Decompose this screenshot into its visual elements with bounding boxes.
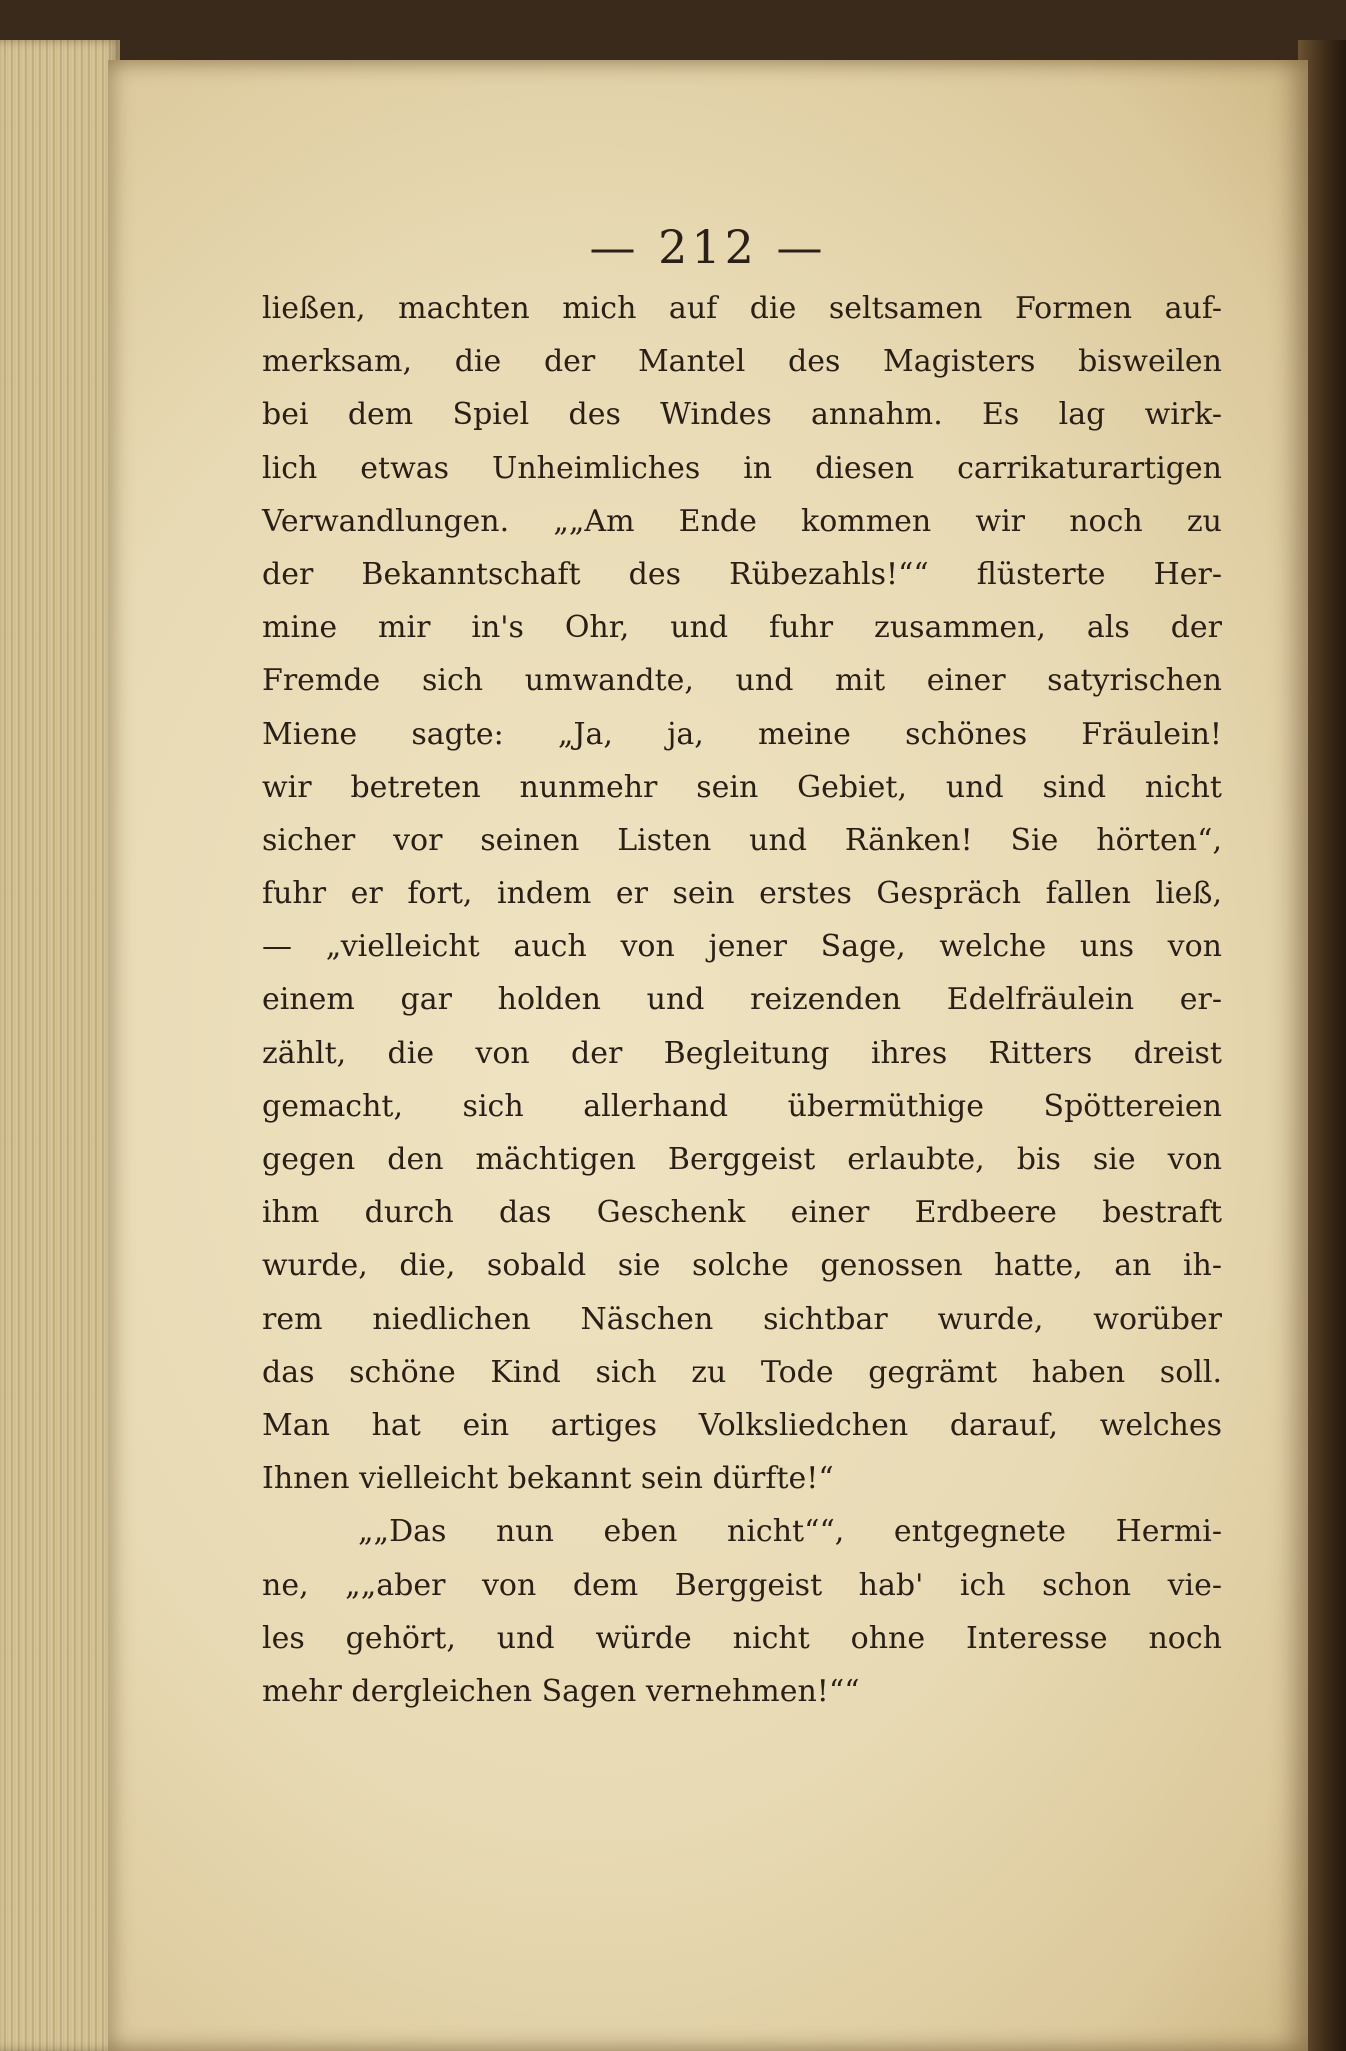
text-line: — „vielleicht auch von jener Sage, welche uns von bbox=[262, 929, 1222, 965]
text-line: Fremde sich umwandte, und mit einer satyrischen bbox=[262, 663, 1222, 699]
text-line: wurde, die, sobald sie solche genossen hatte, an ih- bbox=[262, 1248, 1222, 1284]
text-line: les gehört, und würde nicht ohne Interesse noch bbox=[262, 1620, 1222, 1656]
text-line: zählt, die von der Begleitung ihres Ritters dreist bbox=[262, 1035, 1222, 1071]
text-line: der Bekanntschaft des Rübezahls!““ flüsterte Her- bbox=[262, 556, 1222, 592]
text-line: „„Das nun eben nicht““, entgegnete Hermi- bbox=[358, 1514, 1222, 1550]
text-line: lich etwas Unheimliches in diesen carrikaturartigen bbox=[262, 450, 1222, 486]
text-line: das schöne Kind sich zu Tode gegrämt haben soll. bbox=[262, 1354, 1222, 1390]
text-line: ne, „„aber von dem Berggeist hab' ich schon vie- bbox=[262, 1567, 1222, 1603]
text-line: mehr dergleichen Sagen vernehmen!““ bbox=[262, 1673, 860, 1709]
page-number: — 212 — bbox=[589, 220, 827, 274]
text-line: gemacht, sich allerhand übermüthige Spöttereien bbox=[262, 1088, 1222, 1124]
text-line: merksam, die der Mantel des Magisters bisweilen bbox=[262, 344, 1222, 380]
text-line: mine mir in's Ohr, und fuhr zusammen, als der bbox=[262, 610, 1222, 646]
text-line: Miene sagte: „Ja, ja, meine schönes Fräulein! bbox=[262, 716, 1222, 752]
text-line: Verwandlungen. „„Am Ende kommen wir noch zu bbox=[262, 503, 1222, 539]
text-line: einem gar holden und reizenden Edelfräulein er- bbox=[262, 982, 1222, 1018]
page-edges-left bbox=[0, 40, 120, 2051]
text-line: ihm durch das Geschenk einer Erdbeere bestraft bbox=[262, 1195, 1222, 1231]
text-line: bei dem Spiel des Windes annahm. Es lag wirk- bbox=[262, 397, 1222, 433]
text-line: ließen, machten mich auf die seltsamen Formen auf- bbox=[262, 291, 1222, 326]
text-line: wir betreten nunmehr sein Gebiet, und sind nicht bbox=[262, 769, 1222, 805]
text-line: fuhr er fort, indem er sein erstes Gespräch fallen ließ, bbox=[262, 876, 1222, 912]
text-line: sicher vor seinen Listen und Ränken! Sie hörten“, bbox=[262, 822, 1222, 858]
text-line: rem niedlichen Näschen sichtbar wurde, worüber bbox=[262, 1301, 1222, 1337]
text-line: gegen den mächtigen Berggeist erlaubte, bis sie von bbox=[262, 1142, 1222, 1177]
body-text bbox=[262, 282, 1222, 1718]
text-line: Man hat ein artiges Volksliedchen darauf, welches bbox=[262, 1407, 1222, 1443]
text-line: Ihnen vielleicht bekannt sein dürfte!“ bbox=[262, 1461, 834, 1497]
